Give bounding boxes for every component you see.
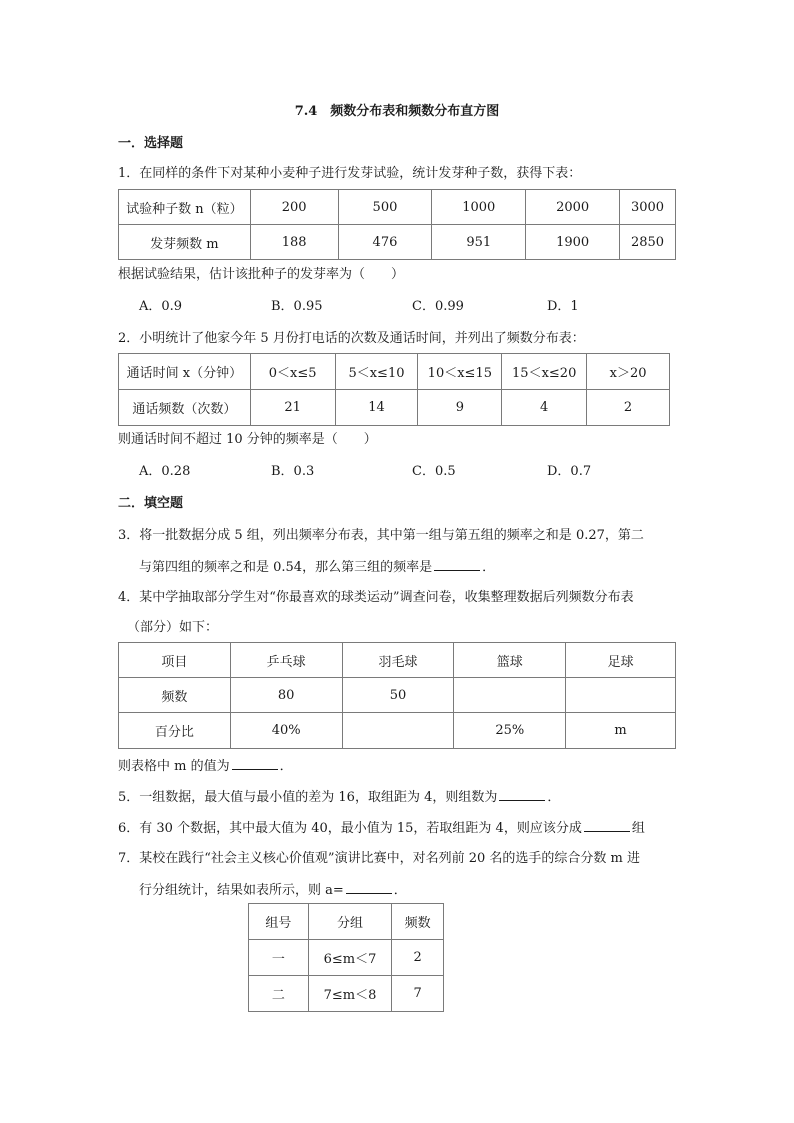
- q5-line: [118, 786, 560, 808]
- table-cell: 发芽频数 m: [119, 225, 251, 260]
- table-cell: 2: [587, 390, 670, 426]
- q1-option-c: C．0.99: [412, 299, 464, 314]
- answer-blank: [346, 879, 392, 894]
- answer-blank: [499, 786, 545, 801]
- table-cell: 7≤m＜8: [308, 976, 392, 1012]
- table-cell: 百分比: [119, 713, 231, 749]
- section-heading-fill: 二．填空题: [118, 496, 184, 511]
- table-cell: 6≤m＜7: [308, 940, 392, 976]
- table-cell: 1000: [432, 190, 526, 225]
- table-cell: 7: [392, 976, 444, 1012]
- table-cell: 15＜x≤20: [502, 354, 587, 390]
- answer-blank: [434, 556, 480, 571]
- q1-option-b: B．0.95: [271, 299, 323, 314]
- table-cell: 试验种子数 n（粒）: [119, 190, 251, 225]
- table-row: [119, 225, 676, 260]
- table-cell: 分组: [308, 904, 392, 940]
- q6-line: [118, 817, 645, 839]
- table-cell: 足球: [566, 643, 676, 678]
- table-cell: 188: [250, 225, 338, 260]
- page-title: 7.4 频数分布表和频数分布直方图: [294, 104, 500, 119]
- q3-line1: 3．将一批数据分成 5 组，列出频率分布表，其中第一组与第五组的频率之和是 0.27，第二: [118, 528, 644, 543]
- table-cell: 羽毛球: [342, 643, 454, 678]
- q7-end: ．: [393, 883, 407, 898]
- table-cell: [454, 678, 566, 713]
- q2-option-d: D．0.7: [547, 464, 592, 479]
- q5-text: 5．一组数据，最大值与最小值的差为 16，取组距为 4，则组数为: [118, 790, 498, 805]
- table-cell: 3000: [620, 190, 676, 225]
- table-row: [249, 904, 444, 940]
- q2-table: [118, 353, 670, 426]
- table-cell: 4: [502, 390, 587, 426]
- table-cell: 14: [335, 390, 418, 426]
- table-cell: x＞20: [587, 354, 670, 390]
- q7-line1: 7．某校在践行“社会主义核心价值观”演讲比赛中，对名列前 20 名的选手的综合分数 m 进: [118, 851, 640, 866]
- table-cell: 组号: [249, 904, 309, 940]
- q6-text: 6．有 30 个数据，其中最大值为 40，最小值为 15，若取组距为 4，则应该分成: [118, 821, 582, 836]
- table-cell: 21: [250, 390, 335, 426]
- q6-end: 组: [631, 821, 645, 836]
- table-cell: [566, 678, 676, 713]
- q4-line2: （部分）如下：: [127, 620, 219, 635]
- table-row: [119, 678, 676, 713]
- table-row: [119, 190, 676, 225]
- q7-line2: [139, 879, 407, 901]
- table-cell: [342, 713, 454, 749]
- q4-after: [118, 755, 293, 777]
- table-cell: m: [566, 713, 676, 749]
- q1-option-d: D．1: [547, 299, 579, 314]
- table-cell: 10＜x≤15: [418, 354, 502, 390]
- table-cell: 频数: [119, 678, 231, 713]
- q1-option-a: A．0.9: [139, 299, 183, 314]
- table-cell: 篮球: [454, 643, 566, 678]
- table-cell: 2: [392, 940, 444, 976]
- answer-blank: [584, 817, 630, 832]
- q3-text: 与第四组的频率之和是 0.54，那么第三组的频率是: [139, 560, 433, 575]
- table-row: [119, 354, 670, 390]
- table-row: [119, 713, 676, 749]
- table-cell: 200: [250, 190, 338, 225]
- q1-question: 根据试验结果，估计该批种子的发芽率为（ ）: [118, 267, 405, 282]
- table-row: [119, 643, 676, 678]
- q7-text: 行分组统计，结果如表所示，则 a=: [139, 883, 344, 898]
- table-cell: 0＜x≤5: [250, 354, 335, 390]
- q2-question: 则通话时间不超过 10 分钟的频率是（ ）: [118, 432, 377, 447]
- table-cell: 2850: [620, 225, 676, 260]
- q1-table: [118, 189, 676, 260]
- table-cell: 9: [418, 390, 502, 426]
- table-cell: 频数: [392, 904, 444, 940]
- table-cell: 951: [432, 225, 526, 260]
- table-cell: 通话频数（次数）: [119, 390, 251, 426]
- table-cell: 乒乓球: [230, 643, 342, 678]
- answer-blank: [232, 755, 278, 770]
- q4-end: ．: [279, 759, 293, 774]
- q4-table: [118, 642, 676, 749]
- table-cell: 40%: [230, 713, 342, 749]
- table-cell: 5＜x≤10: [335, 354, 418, 390]
- q4-line1: 4．某中学抽取部分学生对“你最喜欢的球类运动”调查问卷，收集整理数据后列频数分布表: [118, 590, 634, 605]
- q2-option-c: C．0.5: [412, 464, 456, 479]
- table-cell: 二: [249, 976, 309, 1012]
- q3-line2: [139, 556, 495, 578]
- q2-option-b: B．0.3: [271, 464, 315, 479]
- q7-table: [248, 903, 444, 1012]
- table-cell: 2000: [526, 190, 620, 225]
- table-cell: 50: [342, 678, 454, 713]
- q2-stem: 2．小明统计了他家今年 5 月份打电话的次数及通话时间，并列出了频数分布表：: [118, 331, 585, 346]
- table-cell: 1900: [526, 225, 620, 260]
- table-row: [119, 390, 670, 426]
- q1-stem: 1．在同样的条件下对某种小麦种子进行发芽试验，统计发芽种子数，获得下表：: [118, 166, 582, 181]
- table-cell: 500: [338, 190, 432, 225]
- table-cell: 80: [230, 678, 342, 713]
- q5-end: ．: [547, 790, 561, 805]
- table-cell: 通话时间 x（分钟）: [119, 354, 251, 390]
- table-cell: 25%: [454, 713, 566, 749]
- q4-after-text: 则表格中 m 的值为: [118, 759, 230, 774]
- q2-option-a: A．0.28: [139, 464, 191, 479]
- section-heading-choice: 一．选择题: [118, 136, 184, 151]
- q3-end: ．: [482, 560, 496, 575]
- table-cell: 一: [249, 940, 309, 976]
- table-cell: 476: [338, 225, 432, 260]
- table-cell: 项目: [119, 643, 231, 678]
- table-row: [249, 976, 444, 1012]
- table-row: [249, 940, 444, 976]
